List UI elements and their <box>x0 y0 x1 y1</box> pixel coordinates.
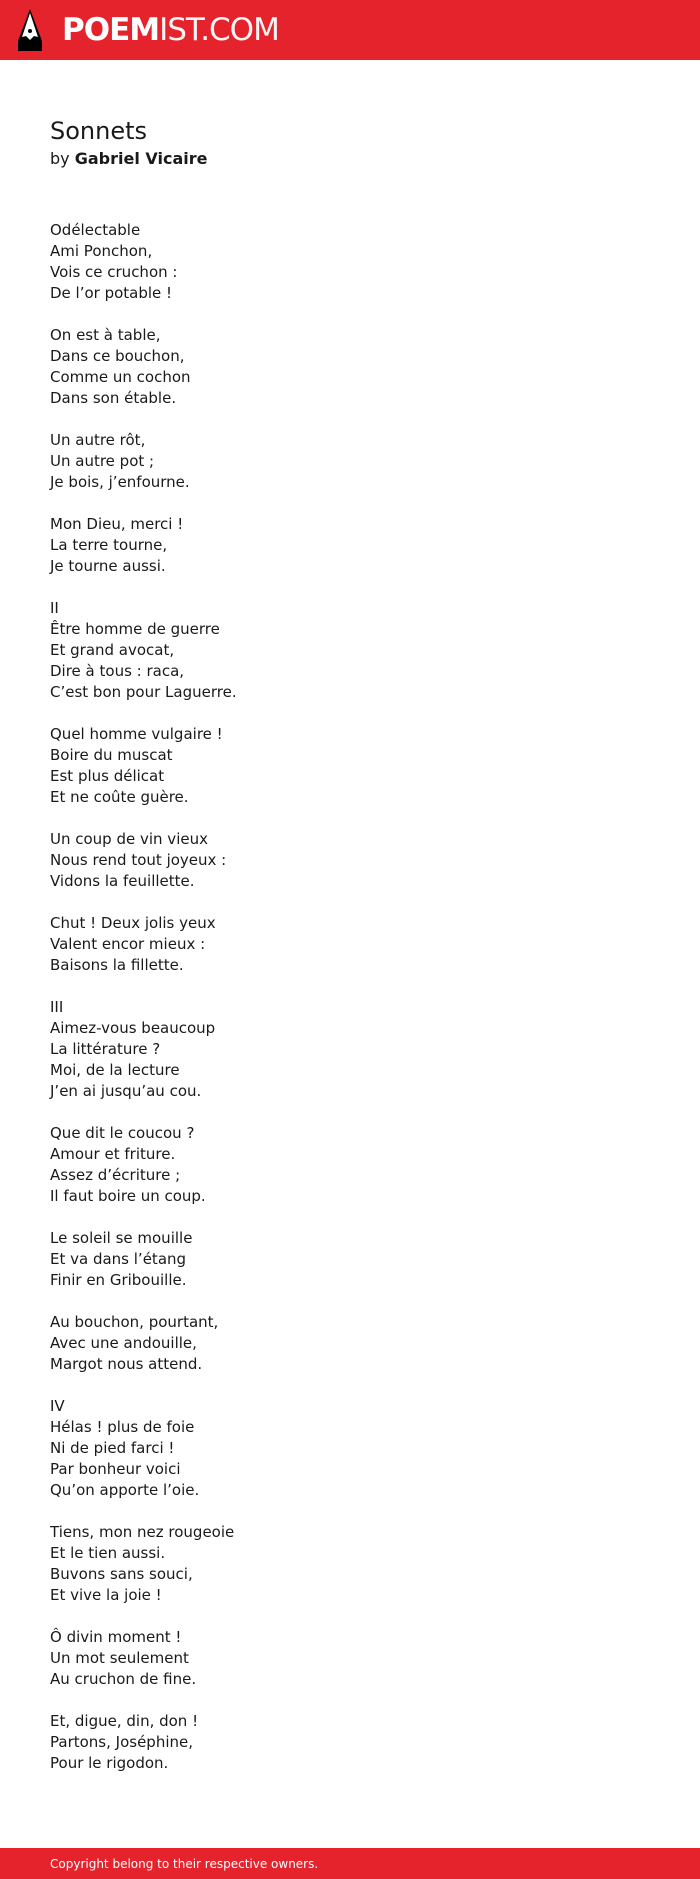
poem-line: Assez d’écriture ; <box>50 1166 181 1184</box>
poem-line: Un autre rôt, <box>50 431 146 449</box>
poem-line: Et, digue, din, don ! <box>50 1712 199 1730</box>
poem-line: Et ne coûte guère. <box>50 788 189 806</box>
stanza <box>50 1522 650 1606</box>
poem-line: IV <box>50 1397 65 1415</box>
poem-line: Vidons la feuillette. <box>50 872 195 890</box>
poem-line: Le soleil se mouille <box>50 1229 193 1247</box>
poem-line: C’est bon pour Laguerre. <box>50 683 237 701</box>
poem-line: Un coup de vin vieux <box>50 830 208 848</box>
logo-light-text: IST.COM <box>159 12 279 48</box>
poem-line: Amour et friture. <box>50 1145 176 1163</box>
stanza <box>50 1228 650 1291</box>
poem-line: Chut ! Deux jolis yeux <box>50 914 216 932</box>
stanza <box>50 724 650 808</box>
poem-line: Et va dans l’étang <box>50 1250 187 1268</box>
stanza <box>50 1123 650 1207</box>
stanza <box>50 598 650 703</box>
poem-line: La littérature ? <box>50 1040 161 1058</box>
poem-line: Avec une andouille, <box>50 1334 197 1352</box>
stanza <box>50 1396 650 1501</box>
poem-line: J’en ai jusqu’au cou. <box>50 1082 202 1100</box>
stanza <box>50 514 650 577</box>
poem-line: Ami Ponchon, <box>50 242 153 260</box>
poem-line: Être homme de guerre <box>50 620 220 638</box>
poem-line: Pour le rigodon. <box>50 1754 169 1772</box>
poem-line: Hélas ! plus de foie <box>50 1418 195 1436</box>
poem-line: On est à table, <box>50 326 161 344</box>
poem-line: Tiens, mon nez rougeoie <box>50 1523 235 1541</box>
poem-line: Il faut boire un coup. <box>50 1187 206 1205</box>
poem-line: II <box>50 599 59 617</box>
poem-line: Par bonheur voici <box>50 1460 181 1478</box>
byline-prefix: by <box>50 149 70 168</box>
stanza <box>50 997 650 1102</box>
byline <box>50 148 650 170</box>
stanza <box>50 430 650 493</box>
poem-line: La terre tourne, <box>50 536 168 554</box>
poem-line: Que dit le coucou ? <box>50 1124 195 1142</box>
poem-body <box>50 220 650 1774</box>
poem-line: Valent encor mieux : <box>50 935 206 953</box>
poem-line: Dans ce bouchon, <box>50 347 185 365</box>
poem-line: Au cruchon de fine. <box>50 1670 197 1688</box>
poem-line: Je bois, j’enfourne. <box>50 473 190 491</box>
poem-line: Buvons sans souci, <box>50 1565 193 1583</box>
poem-line: Est plus délicat <box>50 767 165 785</box>
pen-nib-icon[interactable] <box>18 9 42 51</box>
poem-line: Dire à tous : raca, <box>50 662 185 680</box>
poem-line: Quel homme vulgaire ! <box>50 725 223 743</box>
poem-content <box>50 114 650 1795</box>
poem-line: Baisons la fillette. <box>50 956 184 974</box>
stanza <box>50 829 650 892</box>
stanza <box>50 913 650 976</box>
poem-line: Au bouchon, pourtant, <box>50 1313 219 1331</box>
poem-line: Mon Dieu, merci ! <box>50 515 184 533</box>
poem-line: Finir en Gribouille. <box>50 1271 187 1289</box>
poem-line: Ni de pied farci ! <box>50 1439 175 1457</box>
site-header <box>0 0 700 60</box>
poem-line: Nous rend tout joyeux : <box>50 851 227 869</box>
poem-line: Un mot seulement <box>50 1649 189 1667</box>
stanza <box>50 325 650 409</box>
poem-line: Et vive la joie ! <box>50 1586 162 1604</box>
site-logo[interactable] <box>62 10 279 50</box>
stanza <box>50 1711 650 1774</box>
poem-line: De l’or potable ! <box>50 284 173 302</box>
poem-line: Dans son étable. <box>50 389 177 407</box>
copyright-text: Copyright belong to their respective owners. <box>50 1857 319 1871</box>
poem-line: Comme un cochon <box>50 368 191 386</box>
poem-line: Margot nous attend. <box>50 1355 203 1373</box>
poem-line: Qu’on apporte l’oie. <box>50 1481 200 1499</box>
poem-line: Boire du muscat <box>50 746 173 764</box>
poem-line: Je tourne aussi. <box>50 557 166 575</box>
stanza <box>50 220 650 304</box>
poem-line: Moi, de la lecture <box>50 1061 180 1079</box>
stanza <box>50 1627 650 1690</box>
poem-line: Vois ce cruchon : <box>50 263 178 281</box>
poem-line: Un autre pot ; <box>50 452 155 470</box>
poem-line: Aimez-vous beaucoup <box>50 1019 216 1037</box>
poem-line: Et le tien aussi. <box>50 1544 166 1562</box>
poem-line: III <box>50 998 64 1016</box>
stanza <box>50 1312 650 1375</box>
poem-line: Odélectable <box>50 221 141 239</box>
poem-line: Ô divin moment ! <box>50 1628 182 1646</box>
poem-line: Et grand avocat, <box>50 641 175 659</box>
page-title: Sonnets <box>50 117 148 145</box>
poem-line: Partons, Joséphine, <box>50 1733 193 1751</box>
logo-bold-text: POEM <box>62 12 160 48</box>
author-name: Gabriel Vicaire <box>74 149 208 168</box>
site-footer <box>0 1848 700 1879</box>
